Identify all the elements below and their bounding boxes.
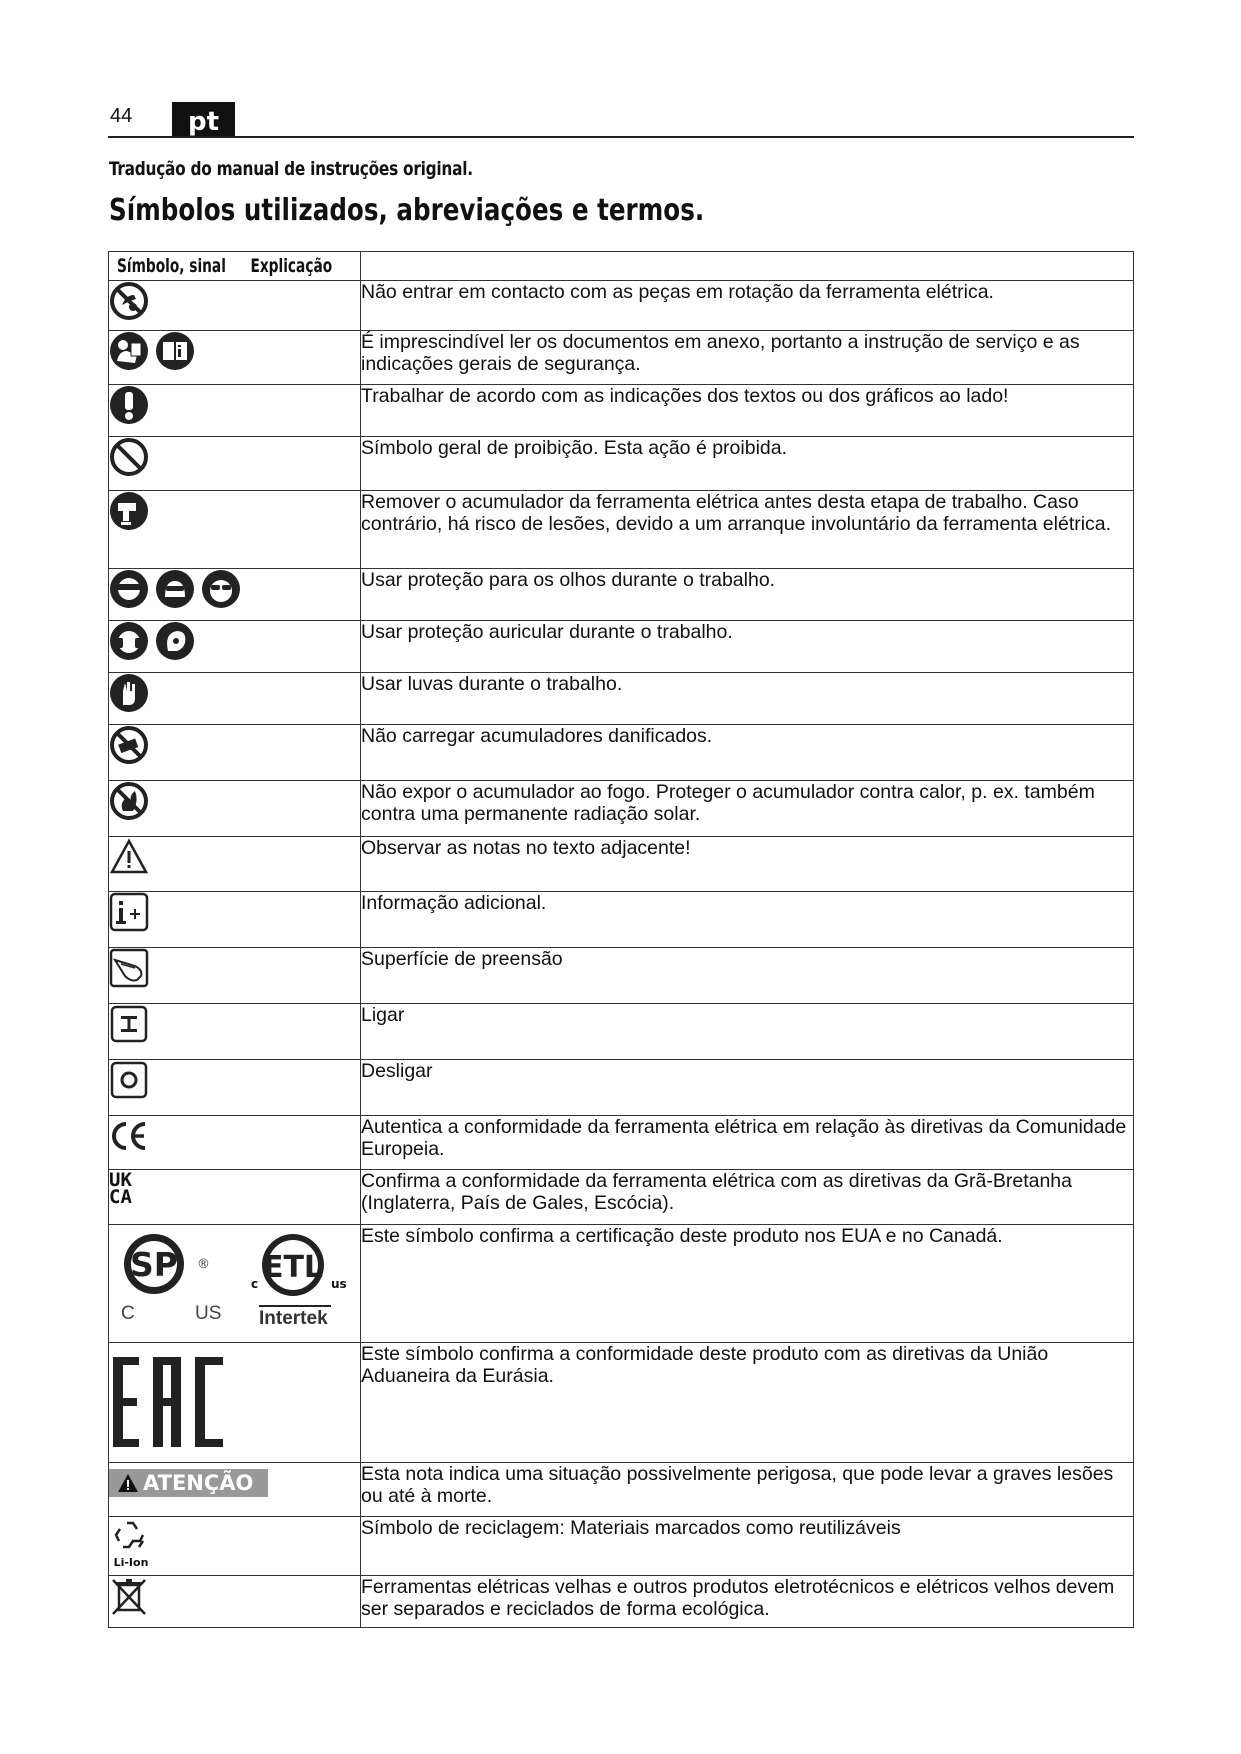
eye-protection-icons [109, 569, 360, 609]
weee-bin-icon [109, 1576, 149, 1616]
row-explanation: Não carregar acumuladores danificados. [361, 725, 1134, 781]
attention-badge: ATENÇÃO [109, 1469, 268, 1497]
row-explanation: Este símbolo confirma a conformidade deste produto com as diretivas da União Aduaneira da Eurásia. [361, 1343, 1134, 1463]
table-row [109, 331, 1134, 385]
table-header-row [109, 252, 1134, 281]
no-fire-icon [109, 781, 149, 821]
explanation-column-header [361, 252, 1134, 281]
table-row [109, 491, 1134, 569]
grip-surface-icon [109, 948, 149, 988]
manual-info-book-icon [155, 331, 195, 371]
row-explanation: Superfície de preensão [361, 948, 1134, 1004]
table-row [109, 1343, 1134, 1463]
row-explanation: Não entrar em contacto com as peças em rotação da ferramenta elétrica. [361, 281, 1134, 331]
row-explanation: É imprescindível ler os documentos em anexo, portanto a instrução de serviço e as indicações gerais de segurança. [361, 331, 1134, 385]
header-rule [108, 136, 1134, 138]
power-on-icon [109, 1004, 149, 1044]
row-explanation: Este símbolo confirma a certificação deste produto nos EUA e no Canadá. [361, 1225, 1134, 1343]
table-row [109, 1517, 1134, 1576]
table-row [109, 1463, 1134, 1517]
power-off-icon [109, 1060, 149, 1100]
remove-battery-icon [109, 491, 149, 531]
row-explanation: Esta nota indica uma situação possivelmente perigosa, que pode levar a graves lesões ou até à morte. [361, 1463, 1134, 1517]
language-badge: pt [172, 102, 235, 136]
row-explanation: Não expor o acumulador ao fogo. Proteger o acumulador contra calor, p. ex. também contra uma permanente radiação solar. [361, 781, 1134, 837]
csa-etl-marks-icon: SP ® C US ETL c us Intertek [109, 1225, 360, 1333]
info-plus-icon [109, 892, 149, 932]
row-explanation: Confirma a conformidade da ferramenta elétrica com as diretivas da Grã-Bretanha (Inglaterra, País de Gales, Escócia). [361, 1170, 1134, 1225]
table-row [109, 948, 1134, 1004]
row-explanation: Símbolo de reciclagem: Materiais marcados como reutilizáveis [361, 1517, 1134, 1576]
table-row [109, 1060, 1134, 1116]
do-not-touch-rotating-icon [109, 281, 149, 321]
ukca-mark-icon: UK CA [109, 1169, 132, 1208]
row-explanation: Símbolo geral de proibição. Esta ação é proibida. [361, 437, 1134, 491]
read-manual-person-icon [109, 331, 149, 371]
svg-text:ETL: ETL [262, 1250, 324, 1285]
table-row [109, 673, 1134, 725]
no-charge-damaged-battery-icon [109, 725, 149, 765]
row-explanation: Ligar [361, 1004, 1134, 1060]
mandatory-exclamation-icon [109, 385, 149, 425]
table-row [109, 1004, 1134, 1060]
page-title: Símbolos utilizados, abreviações e termos. [109, 193, 705, 228]
table-row [109, 1576, 1134, 1628]
csa-logo-icon [119, 1231, 199, 1301]
prohibition-icon [109, 437, 149, 477]
document-subtitle: Tradução do manual de instruções original. [109, 158, 473, 180]
etl-logo-icon [255, 1231, 331, 1303]
ear-protection-icons [109, 621, 360, 661]
table-row [109, 781, 1134, 837]
row-explanation: Informação adicional. [361, 892, 1134, 948]
row-explanation: Usar proteção auricular durante o trabalho. [361, 621, 1134, 673]
table-row [109, 385, 1134, 437]
table-row [109, 892, 1134, 948]
row-explanation: Ferramentas elétricas velhas e outros produtos eletrotécnicos e elétricos velhos devem ser separados e reciclados de forma ecológica. [361, 1576, 1134, 1628]
warning-triangle-icon [109, 837, 149, 877]
table-row [109, 1225, 1134, 1343]
table-row [109, 837, 1134, 892]
ce-mark-icon [109, 1116, 149, 1156]
table-row [109, 1116, 1134, 1170]
ear-plugs-icon [155, 621, 195, 661]
row-explanation: Observar as notas no texto adjacente! [361, 837, 1134, 892]
safety-glasses-icon [201, 569, 241, 609]
recycling-li-ion-icon: Li-Ion [109, 1517, 153, 1568]
row-explanation: Trabalhar de acordo com as indicações dos textos ou dos gráficos ao lado! [361, 385, 1134, 437]
safety-goggles-icon [155, 569, 195, 609]
table-row [109, 621, 1134, 673]
row-explanation: Remover o acumulador da ferramenta elétrica antes desta etapa de trabalho. Caso contrário, há risco de lesões, devido a um arranque involuntário da ferramenta elétrica. [361, 491, 1134, 569]
symbols-table [108, 251, 1134, 1628]
face-shield-icon [109, 569, 149, 609]
row-explanation: Usar proteção para os olhos durante o trabalho. [361, 569, 1134, 621]
eac-mark-icon [109, 1343, 229, 1451]
gloves-icon [109, 673, 149, 713]
read-manual-icons [109, 331, 360, 371]
table-row [109, 281, 1134, 331]
ear-muffs-icon [109, 621, 149, 661]
table-row [109, 725, 1134, 781]
table-row [109, 1170, 1134, 1225]
row-explanation: Autentica a conformidade da ferramenta elétrica em relação às diretivas da Comunidade Europeia. [361, 1116, 1134, 1170]
recycling-arrows-icon [111, 1517, 151, 1553]
table-row [109, 437, 1134, 491]
warning-triangle-icon [117, 1473, 139, 1493]
row-explanation: Usar luvas durante o trabalho. [361, 673, 1134, 725]
svg-text:SP: SP [130, 1245, 178, 1284]
row-explanation: Desligar [361, 1060, 1134, 1116]
symbol-column-header: Símbolo, sinal Explicação [109, 252, 361, 281]
table-row [109, 569, 1134, 621]
page-number: 44 [110, 105, 133, 127]
